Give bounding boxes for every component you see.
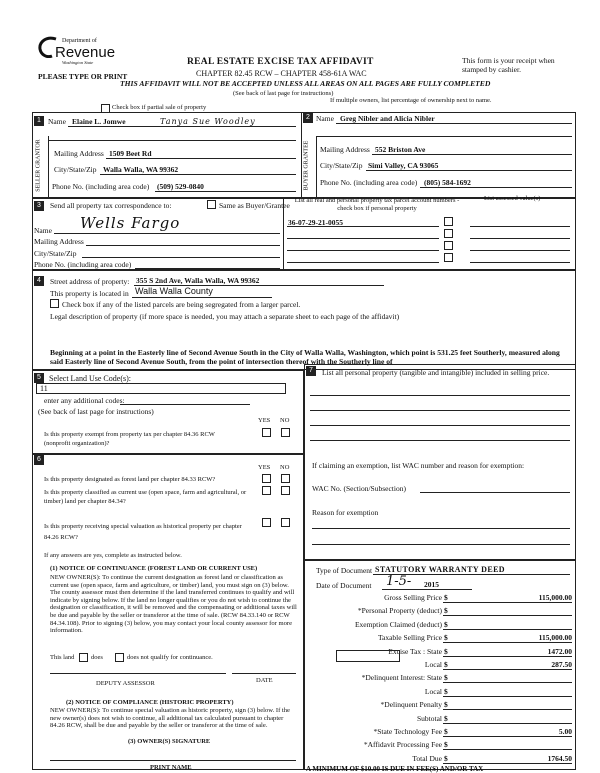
see-back-note: (See back of last page for instructions) [233, 90, 334, 97]
form-title: REAL ESTATE EXCISE TAX AFFIDAVIT [187, 57, 374, 67]
seller-name-label: Name [48, 117, 66, 126]
county-label: This property is located in [50, 289, 129, 298]
this-land-label: This land [50, 654, 75, 661]
section-1-number: 1 [34, 116, 44, 126]
land-use-see-back: (See back of last page for instructions) [38, 407, 154, 416]
parcel-header: List all real and personal property tax parcel account numbers - check box if personal property [294, 197, 460, 212]
send-correspondence-label: Send all property tax correspondence to: [50, 201, 172, 210]
personal-property-label: List all personal property (tangible and intangible) included in selling price. [322, 368, 550, 377]
seller-name[interactable]: Elaine L. Jomwe [72, 117, 126, 126]
section-7-number: 7 [306, 366, 316, 376]
tax-row-currency: $ [444, 687, 448, 696]
section-2-number: 2 [303, 113, 313, 123]
correspondence-name-label: Name [34, 226, 52, 235]
tax-row-line [443, 656, 572, 657]
tax-row-currency: $ [444, 714, 448, 723]
reason-exemption-label: Reason for exemption [312, 508, 379, 517]
forest-land-question: Is this property designated as forest land per chapter 84.33 RCW? [44, 476, 216, 483]
tax-row-line [443, 709, 572, 710]
tax-row-line [443, 763, 572, 764]
historic-no-checkbox[interactable] [281, 518, 290, 527]
buyer-side-label: BUYER GRANTEE [303, 140, 310, 191]
section-3-number: 3 [34, 201, 44, 211]
buyer-city[interactable]: Simi Valley, CA 93065 [368, 161, 439, 170]
wac-number-label: WAC No. (Section/Subsection) [312, 484, 406, 493]
section-4-number: 4 [34, 276, 44, 286]
tax-row-value[interactable]: 287.50 [551, 660, 572, 669]
exemption-claim-label: If claiming an exemption, list WAC number and reason for exemption: [312, 461, 525, 470]
parcel-1-personal-checkbox[interactable] [444, 217, 453, 226]
exempt-yes-checkbox[interactable] [262, 428, 271, 437]
historic-question: Is this property receiving special valuation as historical property per chapter 84.26 RCW? [44, 523, 242, 541]
buyer-name-label: Name [316, 114, 334, 123]
owner-signature-label: (3) OWNER(S) SIGNATURE [128, 738, 211, 745]
additional-codes-label: enter any additional codes: [44, 396, 125, 405]
parcel-3-personal-checkbox[interactable] [444, 241, 453, 250]
document-date-label: Date of Document [316, 581, 372, 590]
exempt-no-checkbox[interactable] [281, 428, 290, 437]
tax-row-currency: $ [444, 754, 448, 763]
tax-row-currency: $ [444, 633, 448, 642]
seller-side-label: SELLER GRANTOR [35, 139, 42, 192]
notice-continuance-text: NEW OWNER(S): To continue the current designation as forest land or classification as current use (open space, farm and agriculture, or timber) land, you must sign on (3) below. The county assessor must then determine if the land transferred continues to qualify and will indicate by signing below. If the land no longer qualifies or you do not wish to continue the designation or classification, it will be removed and the compensating or additional taxes will be due and payable by the seller or transferor at the time of sale. (RCW 84.33.140 or RCW 84.34.108). Prior to signing (3) below, you may contact your local county assessor for more information. [50, 574, 297, 635]
parcel-4-personal-checkbox[interactable] [444, 253, 453, 262]
tax-row-currency: $ [444, 606, 448, 615]
tax-row-label: Local [424, 660, 442, 669]
dept-name: Revenue [55, 44, 116, 61]
land-use-input[interactable] [36, 383, 286, 394]
section-5-number: 5 [34, 373, 44, 383]
print-name-label: PRINT NAME [150, 764, 192, 771]
tax-row-currency: $ [444, 727, 448, 736]
partial-sale-label: Check box if partial sale of property [112, 104, 207, 111]
form-chapter: CHAPTER 82.45 RCW – CHAPTER 458-61A WAC [196, 69, 367, 78]
street-address[interactable]: 355 S 2nd Ave, Walla Walla, WA 99362 [136, 276, 260, 285]
seller-name-handwritten[interactable]: Tanya Sue Woodley [160, 117, 256, 126]
parcel-number-1[interactable]: 36-07-29-21-0055 [288, 218, 343, 227]
current-use-question: Is this property classified as current use (open space, farm and agricultural, or timber) land per chapter 84.34? [44, 489, 247, 505]
tax-row-currency: $ [444, 740, 448, 749]
multiple-owners-note: If multiple owners, list percentage of ownership next to name. [330, 97, 492, 104]
seller-city-label: City/State/Zip [54, 165, 97, 174]
buyer-name[interactable]: Greg Nibler and Alicia Nibler [340, 114, 435, 123]
correspondence-city-label: City/State/Zip [34, 249, 77, 258]
tax-row-currency: $ [444, 700, 448, 709]
does-qualify-checkbox[interactable] [79, 653, 88, 662]
forest-no-checkbox[interactable] [281, 474, 290, 483]
tax-row-line [443, 682, 572, 683]
tax-row-label: Gross Selling Price [384, 593, 442, 602]
land-use-label: Select Land Use Code(s): [49, 374, 131, 383]
tax-row-currency: $ [444, 673, 448, 682]
section-6-number: 6 [34, 455, 44, 465]
current-use-yes-checkbox[interactable] [262, 486, 271, 495]
correspondence-mailing-label: Mailing Address [34, 237, 84, 246]
local-code-box[interactable] [336, 650, 400, 662]
tax-row-value[interactable]: 115,000.00 [538, 633, 572, 642]
does-not-qualify-checkbox[interactable] [115, 653, 124, 662]
seller-phone-label: Phone No. (including area code) [52, 182, 150, 191]
tax-row-label: Excise Tax : State [388, 647, 442, 656]
land-use-value: 11 [40, 384, 48, 393]
notice-compliance-title: (2) NOTICE OF COMPLIANCE (HISTORIC PROPERTY) [66, 699, 234, 706]
buyer-mailing[interactable]: 552 Briston Ave [375, 145, 426, 154]
tax-row-label: *Delinquent Penalty [380, 700, 442, 709]
segregated-label: Check box if any of the listed parcels are being segregated from a larger parcel. [62, 300, 301, 309]
segregated-checkbox[interactable] [50, 299, 59, 308]
tax-row-label: *State Technology Fee [373, 727, 442, 736]
notice-compliance-text: NEW OWNER(S): To continue special valuation as historic property, sign (3) below. If the new owner(s) does not wish to continue, all additional tax calculated pursuant to chapter 84.26 RCW, shall be due and payable by the seller or transferor at the time of sale. [50, 707, 290, 730]
tax-row-line [443, 749, 572, 750]
form-warning: THIS AFFIDAVIT WILL NOT BE ACCEPTED UNLESS ALL AREAS ON ALL PAGES ARE FULLY COMPLETED [120, 79, 491, 88]
document-date-year[interactable]: 2015 [424, 580, 439, 589]
tax-row-label: *Personal Property (deduct) [357, 606, 442, 615]
buyer-phone-label: Phone No. (including area code) [320, 178, 418, 187]
tax-row-value[interactable]: 115,000.00 [538, 593, 572, 602]
tax-row-currency: $ [444, 593, 448, 602]
type-or-print: PLEASE TYPE OR PRINT [38, 72, 128, 81]
tax-row-line [443, 669, 572, 670]
buyer-city-label: City/State/Zip [320, 161, 363, 170]
county-value[interactable]: Walla Walla County [135, 286, 213, 296]
deputy-date-label: DATE [256, 677, 273, 684]
seller-city[interactable]: Walla Walla, WA 99362 [103, 165, 179, 174]
tax-row-line [443, 615, 572, 616]
parcel-2-personal-checkbox[interactable] [444, 229, 453, 238]
correspondence-name-handwritten[interactable]: Wells Fargo [80, 214, 181, 232]
document-date-handwritten[interactable]: 1-5- [386, 574, 412, 589]
historic-yes-checkbox[interactable] [262, 518, 271, 527]
seller-mailing-label: Mailing Address [54, 149, 104, 158]
deputy-assessor-label: DEPUTY ASSESSOR [96, 680, 155, 687]
seller-phone[interactable]: (509) 529-0840 [157, 182, 204, 191]
notice-continuance-title: (1) NOTICE OF CONTINUANCE (FOREST LAND OR CURRENT USE) [50, 565, 258, 572]
tax-row-currency: $ [444, 660, 448, 669]
tax-row-label: Subtotal [416, 714, 442, 723]
street-address-label: Street address of property: [50, 277, 130, 286]
dept-state: Washington State [62, 60, 94, 65]
same-as-buyer-checkbox[interactable] [207, 200, 216, 209]
legal-description-text[interactable]: Beginning at a point in the Easterly line of Second Avenue South in the City of Walla Walla, Washington, which point is 531.25 feet Southerly, measured along said Easterly line of Second Avenue South, from the point of intersection thereof with the Southerly line of [50, 348, 560, 366]
tax-row-value[interactable]: 5.00 [558, 727, 572, 736]
document-type-label: Type of Document [316, 566, 373, 575]
section-6-no-header: NO [280, 464, 290, 471]
minimum-due-note: A MINIMUM OF $10.00 IS DUE IN FEE(S) AND/OR TAX [306, 765, 484, 773]
receipt-note: This form is your receipt when stamped by cashier. [462, 56, 555, 74]
tax-row-label: *Affidavit Processing Fee [363, 740, 442, 749]
dept-line1: Department of [62, 38, 97, 44]
assessed-header: List assessed value(s) [484, 195, 541, 202]
tax-row-label: Taxable Selling Price [377, 633, 442, 642]
same-as-buyer-label: Same as Buyer/Grantee [219, 201, 290, 210]
tax-row-label: Local [424, 687, 442, 696]
correspondence-phone-label: Phone No. (including area code) [34, 260, 132, 269]
if-yes-instruction: If any answers are yes, complete as instructed below. [44, 552, 182, 559]
tax-row-line [443, 723, 572, 724]
tax-row-label: Total Due [412, 754, 442, 763]
section-5-yes-header: YES [258, 417, 271, 424]
tax-row-line [443, 696, 572, 697]
tax-row-currency: $ [444, 647, 448, 656]
tax-row-currency: $ [444, 620, 448, 629]
tax-row-label: Exemption Claimed (deduct) [354, 620, 442, 629]
forest-yes-checkbox[interactable] [262, 474, 271, 483]
document-type-value[interactable]: STATUTORY WARRANTY DEED [375, 565, 505, 574]
tax-row-value[interactable]: 1472.00 [547, 647, 572, 656]
tax-row-value[interactable]: 1764.50 [547, 754, 572, 763]
tax-row-label: *Delinquent Interest: State [361, 673, 442, 682]
buyer-phone[interactable]: (805) 584-1692 [424, 178, 471, 187]
section-5-no-header: NO [280, 417, 290, 424]
tax-row-line [443, 602, 572, 603]
legal-description-label: Legal description of property (if more space is needed, you may attach a separate sheet to each page of the affidavit) [50, 312, 400, 321]
seller-mailing[interactable]: 1509 Beet Rd [109, 149, 152, 158]
current-use-no-checkbox[interactable] [281, 486, 290, 495]
section-6-yes-header: YES [258, 464, 271, 471]
does-not-qualify-label: does not qualify for continuance. [127, 654, 213, 661]
buyer-mailing-label: Mailing Address [320, 145, 370, 154]
tax-row-line [443, 629, 572, 630]
tax-row-line [443, 642, 572, 643]
exempt-question: Is this property exempt from property tax per chapter 84.36 RCW (nonprofit organization)? [44, 431, 215, 447]
tax-row-line [443, 736, 572, 737]
does-label: does [91, 654, 103, 661]
